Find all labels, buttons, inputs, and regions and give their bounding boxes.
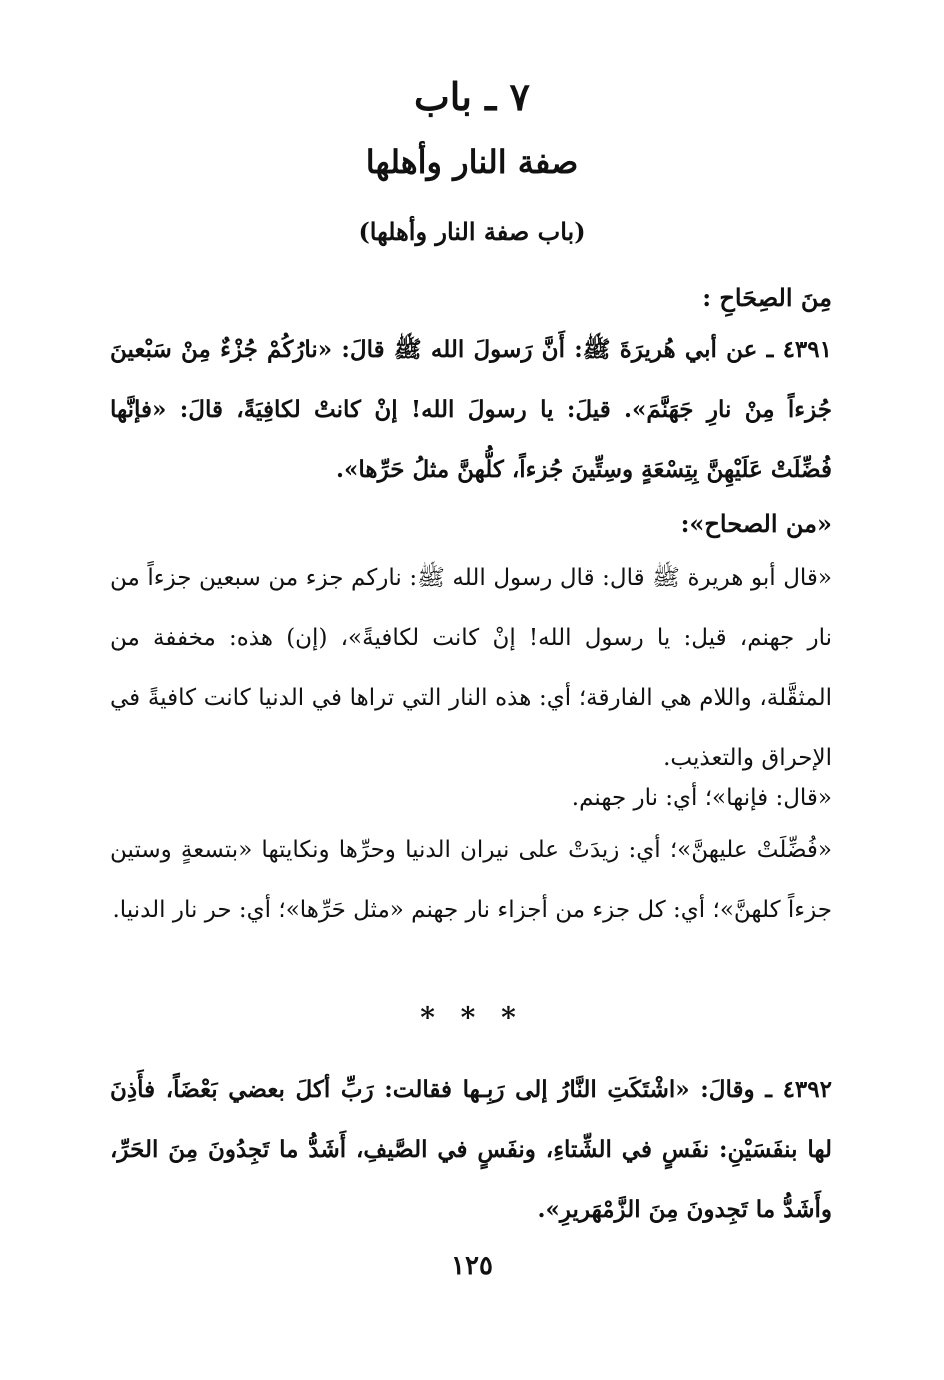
section-label: مِنَ الصِحَاحِ : (702, 283, 832, 312)
chapter-title: صفة النار وأهلها (365, 143, 579, 181)
hadith-4392: ٤٣٩٢ ـ وقالَ: «اشْتَكَتِ النَّارُ إلى رَبِـها فقالت: رَبِّ أكلَ بعضي بَعْضَاً، فأَذِنَ لها بنفَسَيْنِ: نفَسٍ في الشِّتاءِ، ونفَسٍ في الصَّيفِ، أَشَدُّ ما تَجِدُونَ مِنَ الحَرِّ، وأَشَدُّ ما تَجِدونَ مِنَ الزَّمْهَريرِ». (110, 1076, 832, 1223)
hadith-4391: ٤٣٩١ ـ عن أبي هُريرَةَ ﷺ: أَنَّ رَسولَ الله ﷺ قالَ: «نارُكُمْ جُزْءٌ مِنْ سَبْعينَ جُزءاً مِنْ نارِ جَهَنَّمَ». قيلَ: يا رسولَ الله! إنْ كانتْ لكافِيَةً، قالَ: «فإنَّها فُضِّلَتْ عَلَيْهِنَّ بِتِسْعَةٍ وسِتِّينَ جُزءاً، كلُّهنَّ مثلُ حَرِّها». (110, 336, 832, 483)
chapter-number: ٧ ـ باب (414, 74, 530, 119)
commentary-paragraph-1: «قال أبو هريرة ﷺ قال: قال رسول الله ﷺ: ناركم جزء من سبعين جزءاً من نار جهنم، قيل: يا رسول الله! إنْ كانت لكافيةً»، (إن) هذه: مخففة من المثقَّلة، واللام هي الفارقة؛ أي: هذه النار التي تراها في الدنيا كانت كافيةً في الإحراق والتعذيب. (110, 565, 832, 771)
commentary-paragraph-3: «فُضِّلَتْ عليهنَّ»؛ أي: زيدَتْ على نيران الدنيا وحرِّها ونكايتها «بتسعةٍ وستين جزءاً كلهنَّ»؛ أي: كل جزء من أجزاء نار جهنم «مثل حَرِّها»؛ أي: حر نار الدنيا. (110, 837, 832, 923)
page-number: ١٢٥ (451, 1251, 493, 1281)
commentary-label: «من الصحاح»: (680, 509, 832, 538)
chapter-subtitle: (باب صفة النار وأهلها) (358, 217, 586, 246)
commentary-paragraph-2: «قال: فإنها»؛ أي: نار جهنم. (571, 785, 832, 811)
section-separator: * * * (420, 1001, 524, 1034)
